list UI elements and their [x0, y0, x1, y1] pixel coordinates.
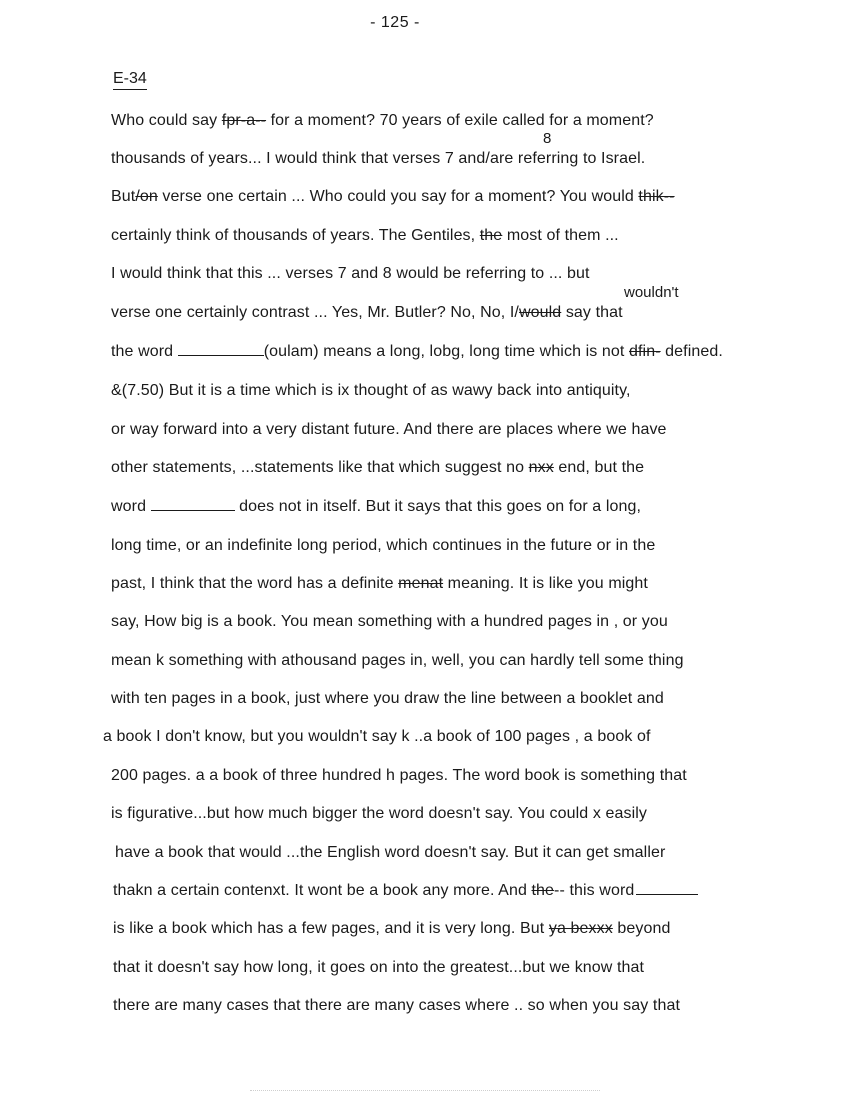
text-span: /are referring to Israel. [485, 150, 646, 167]
text-span: beyond [612, 920, 671, 937]
text-line-3 [111, 188, 675, 206]
blank-line [178, 343, 264, 356]
text-line-8 [111, 382, 631, 400]
text-line-7 [111, 343, 723, 361]
text-line-10 [111, 459, 644, 477]
text-span: most of them ... [502, 227, 619, 244]
struck-text: ya bexxx [548, 920, 613, 937]
text-span: But [111, 188, 136, 205]
text-span: say that [561, 304, 623, 321]
text-span: defined. [660, 343, 723, 360]
text-span: thakn a certain contenxt. It wont be a book any more. And [113, 882, 532, 899]
text-span: end, but the [553, 459, 645, 476]
text-line-20 [115, 844, 665, 862]
text-span: (oulam) means a long, lobg, long time which is not [263, 343, 629, 360]
struck-text: dfin- [629, 343, 661, 360]
text-span: Who could say [111, 112, 222, 129]
text-line-14 [111, 613, 668, 631]
text-line-22 [113, 920, 670, 938]
text-span: there are many cases that there are many cases where .. so when you say that [113, 997, 680, 1014]
text-line-24 [113, 997, 680, 1015]
text-line-13 [111, 575, 648, 593]
text-span: I would think that this ... verses 7 and 8 would be referring to ... but [111, 265, 590, 282]
text-line-4 [111, 227, 619, 245]
text-line-11 [111, 498, 641, 516]
text-line-21 [113, 882, 698, 900]
struck-text: nxx [528, 459, 554, 476]
scan-artifact [250, 1090, 600, 1095]
text-span: long time, or an indefinite long period, which continues in the future or in the [111, 537, 656, 554]
text-line-17 [103, 728, 651, 746]
page-number: - 125 - [370, 14, 420, 31]
text-line-15 [111, 652, 684, 670]
blank-line [151, 498, 235, 511]
text-span: the word [111, 343, 178, 360]
text-line-6 [111, 304, 623, 322]
text-line-9 [111, 421, 667, 439]
text-line-2 [111, 150, 645, 168]
text-span: &(7.50) But it is a time which is [111, 382, 338, 399]
section-label: E-34 [113, 70, 147, 90]
text-span: thousands of years... I would think that verses 7 and [111, 150, 486, 167]
struck-text: menat [398, 575, 444, 592]
text-line-23 [113, 959, 644, 977]
text-span: does not in itself. But it says that this goes on for a long, [234, 498, 642, 515]
struck-text: the [479, 227, 503, 244]
text-span: verse one certainly contrast ... Yes, Mr. Butler? No, No, I/ [111, 304, 519, 321]
text-span: other statements, ...statements like that which suggest no [111, 459, 529, 476]
struck-text: would [518, 304, 562, 321]
text-span: 200 pages. a a book of three hundred h pages. The word book is something that [111, 767, 687, 784]
text-span: verse one certain ... Who could you say for a moment? You would [157, 188, 639, 205]
text-line-5 [111, 265, 590, 283]
text-span: certainly think of thousands of years. The Gentiles, [111, 227, 480, 244]
struck-text: thik-- [638, 188, 675, 205]
text-span: ix thought of as wawy back into antiquity, [337, 382, 631, 399]
text-line-12 [111, 537, 655, 555]
text-span: word [111, 498, 151, 515]
text-span: -- this word [554, 882, 635, 899]
text-line-16 [111, 690, 664, 708]
text-span: say, How big is a book. You mean something with a hundred pages in , or you [111, 613, 668, 630]
struck-text: fpr-a-- [221, 112, 267, 129]
blank-line [636, 882, 698, 895]
struck-text: /on [135, 188, 158, 205]
insertion-eight: 8 [543, 130, 552, 147]
struck-text: the [531, 882, 555, 899]
text-span: mean k something with athousand pages in, well, you can hardly tell some thing [111, 652, 684, 669]
text-span: meaning. It is like you might [443, 575, 648, 592]
text-span: past, I think that the word has a definite [111, 575, 399, 592]
text-line-19 [111, 805, 647, 823]
text-span: have a book that would ...the English word doesn't say. But it can get smaller [115, 844, 666, 861]
text-line-18 [111, 767, 687, 785]
insertion-wouldnt: wouldn't [624, 284, 679, 301]
text-span: a book I don't know, but you wouldn't say k ..a book of 100 pages , a book of [103, 728, 651, 745]
text-span: is figurative...but how much bigger the word doesn't say. You could x easily [111, 805, 647, 822]
text-span: with ten pages in a book, just where you draw the line between a booklet and [111, 690, 664, 707]
text-line-1 [111, 112, 654, 130]
text-span: that it doesn't say how long, it goes on into the greatest...but we know that [113, 959, 645, 976]
text-span: for a moment? 70 years of exile called for a moment? [266, 112, 654, 129]
text-span: is like a book which has a few pages, and it is very long. But [113, 920, 549, 937]
text-span: or way forward into a very distant future. And there are places where we have [111, 421, 667, 438]
